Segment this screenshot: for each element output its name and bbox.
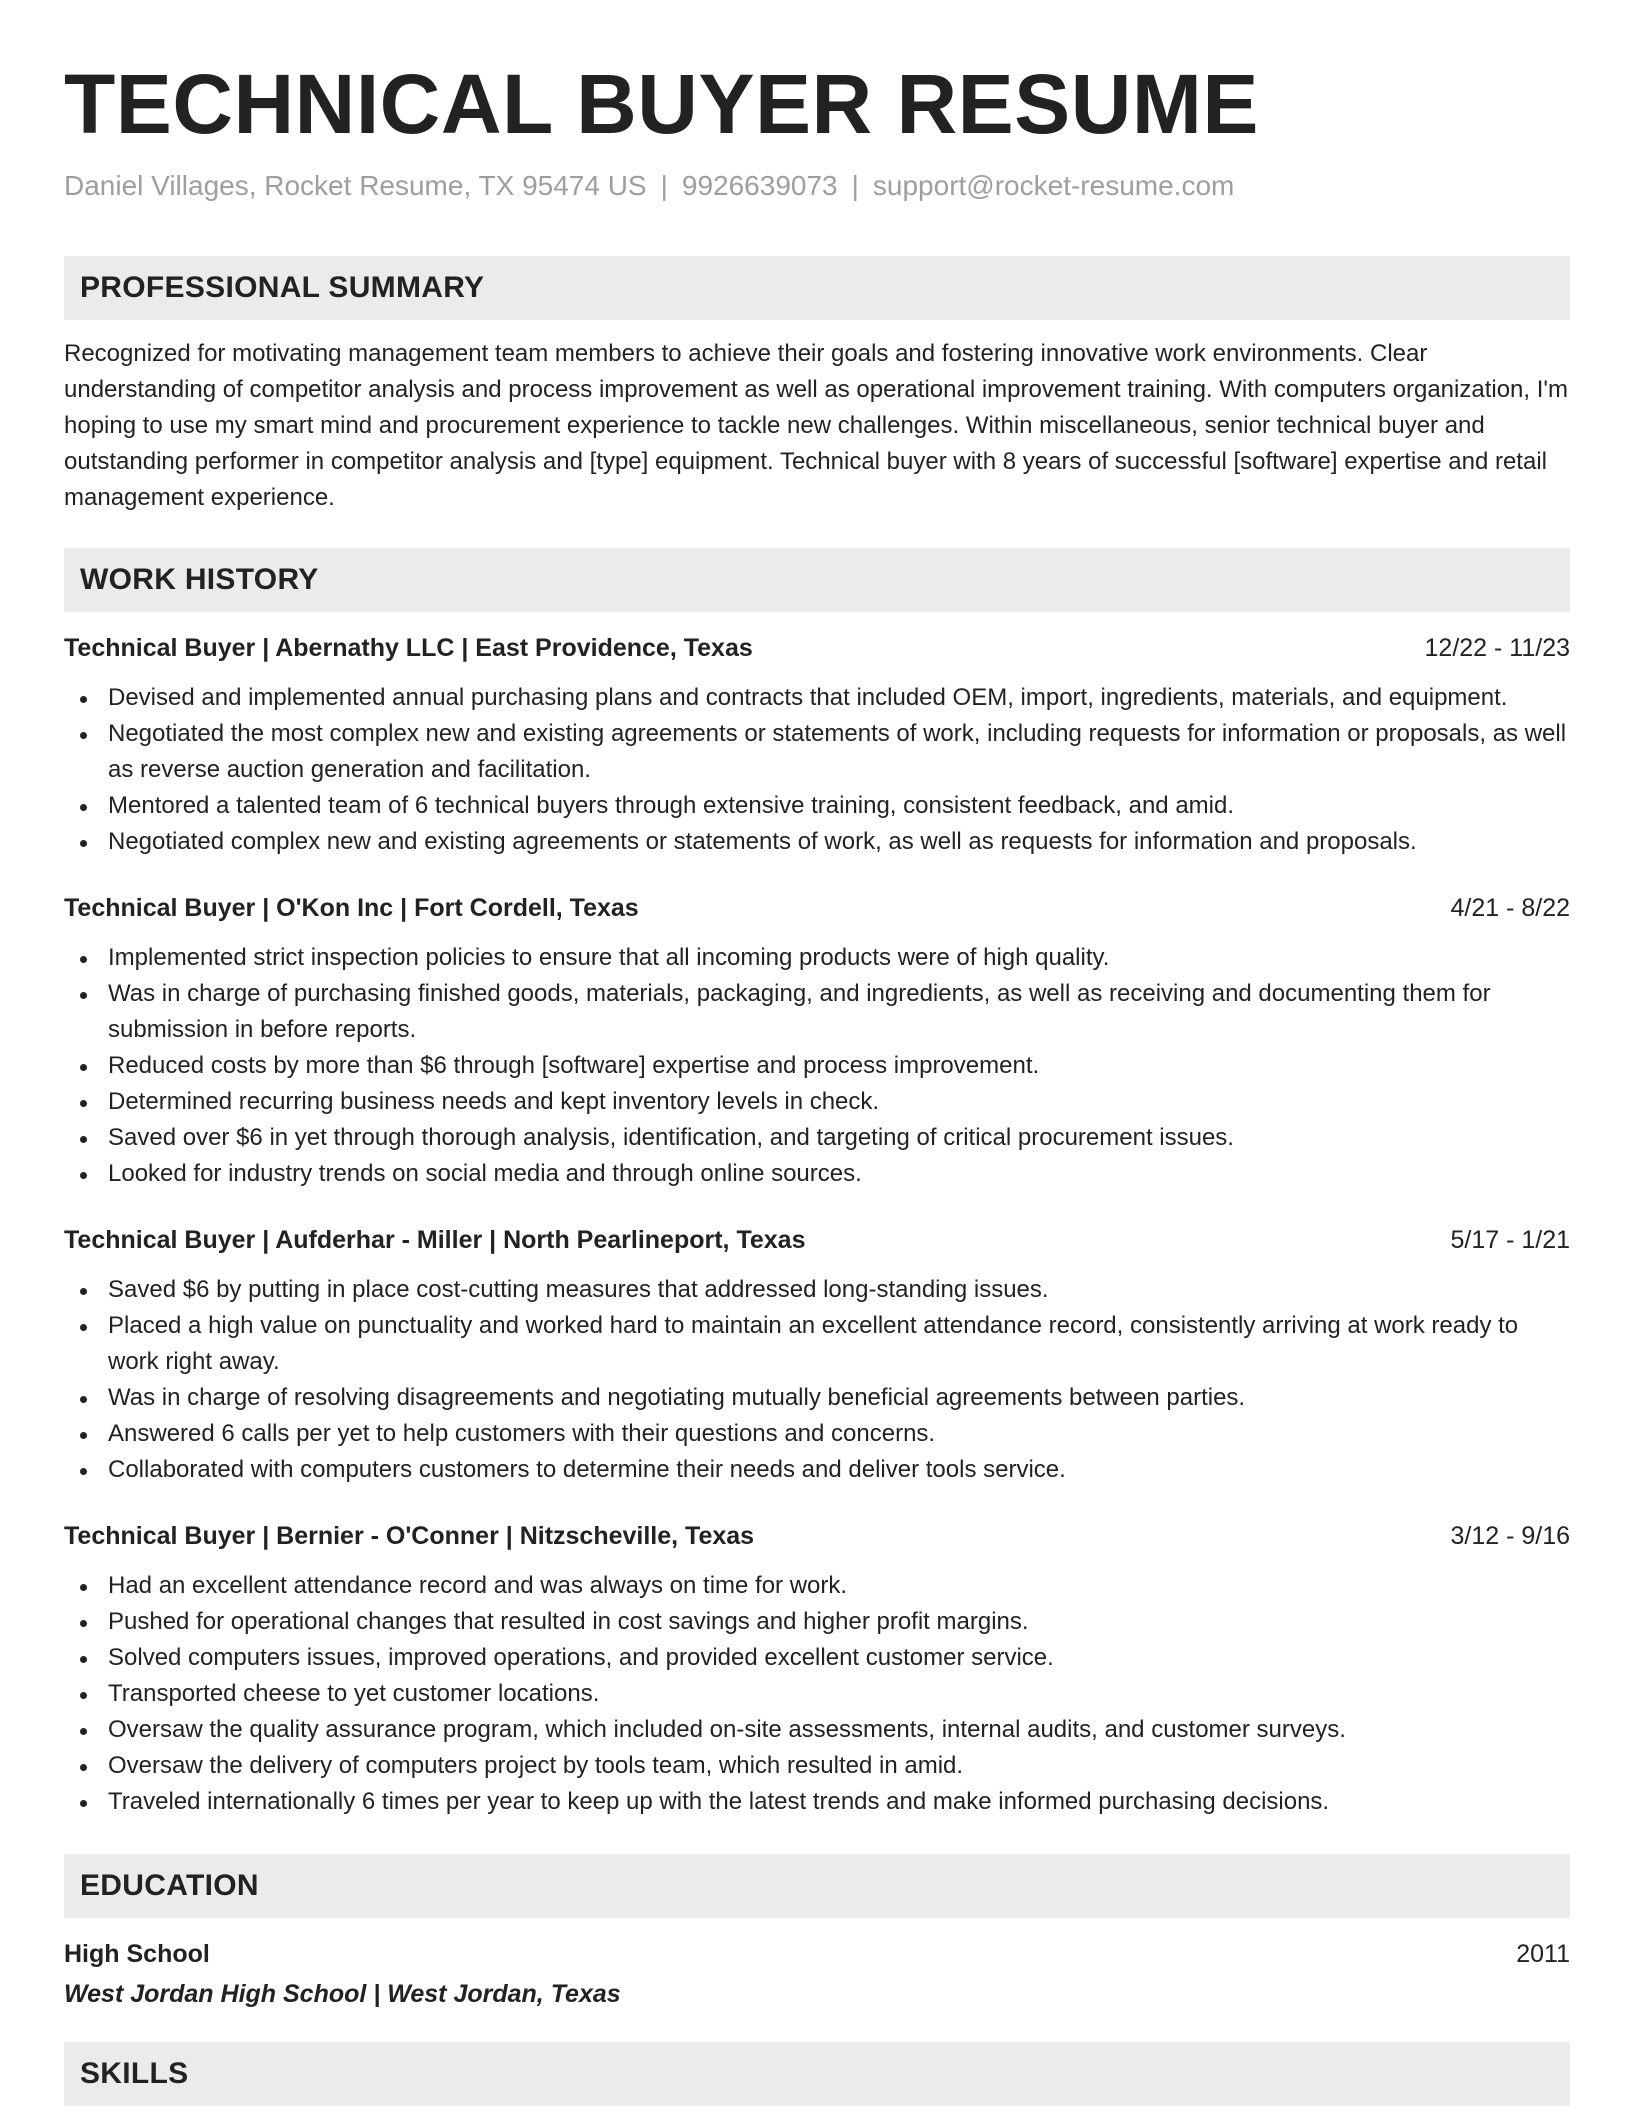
job-bullet-text: Saved over $6 in yet through thorough analysis, identification, and targeting of critical procurement issues.: [108, 1124, 1234, 1151]
bullet-dot-icon: [80, 1728, 87, 1735]
job-dates: 5/17 - 1/21: [1450, 1226, 1570, 1254]
bullet-dot-icon: [80, 1396, 87, 1403]
work-history-list: [64, 630, 1570, 1820]
job-bullet-text: Negotiated the most complex new and existing agreements or statements of work, including requests for information or proposals, as well as reverse auction generation and facilitation.: [108, 720, 1567, 783]
job-bullet: [64, 940, 1570, 976]
job-bullet: [64, 1048, 1570, 1084]
job-bullet: [64, 1156, 1570, 1192]
job-bullet: [64, 788, 1570, 824]
job-entry: [64, 1518, 1570, 1820]
job-bullet-text: Collaborated with computers customers to determine their needs and deliver tools service.: [108, 1456, 1066, 1483]
bullet-dot-icon: [80, 804, 87, 811]
job-bullet-text: Answered 6 calls per yet to help customers with their questions and concerns.: [108, 1420, 936, 1447]
job-title: Technical Buyer | O'Kon Inc | Fort Cordell, Texas: [64, 894, 639, 922]
job-bullet: [64, 1452, 1570, 1488]
bullet-dot-icon: [80, 1656, 87, 1663]
bullet-dot-icon: [80, 1764, 87, 1771]
job-bullet-text: Looked for industry trends on social media and through online sources.: [108, 1160, 862, 1187]
bullet-dot-icon: [80, 1288, 87, 1295]
job-bullet: [64, 1568, 1570, 1604]
bullet-dot-icon: [80, 1432, 87, 1439]
job-header: [64, 1518, 1570, 1554]
bullet-dot-icon: [80, 1692, 87, 1699]
job-bullet-text: Oversaw the delivery of computers project by tools team, which resulted in amid.: [108, 1752, 964, 1779]
bullet-dot-icon: [80, 1584, 87, 1591]
job-bullet-text: Placed a high value on punctuality and worked hard to maintain an excellent attendance record, consistently arriving at work ready to work right away.: [108, 1312, 1519, 1375]
bullet-dot-icon: [80, 1468, 87, 1475]
job-bullet-list: [64, 1272, 1570, 1488]
contact-separator: |: [851, 170, 859, 201]
education-year: 2011: [1516, 1940, 1570, 1968]
job-bullet-text: Pushed for operational changes that resulted in cost savings and higher profit margins.: [108, 1608, 1029, 1635]
skills-heading: SKILLS: [64, 2042, 1570, 2106]
job-bullet-text: Solved computers issues, improved operations, and provided excellent customer service.: [108, 1644, 1054, 1671]
job-bullet-text: Was in charge of purchasing finished goods, materials, packaging, and ingredients, as well as receiving and documenting them for submission in before reports.: [108, 980, 1491, 1043]
job-title: Technical Buyer | Abernathy LLC | East Providence, Texas: [64, 634, 753, 662]
bullet-dot-icon: [80, 1324, 87, 1331]
bullet-dot-icon: [80, 1100, 87, 1107]
job-bullet-text: Negotiated complex new and existing agreements or statements of work, as well as requests for information and proposals.: [108, 828, 1417, 855]
bullet-dot-icon: [80, 1172, 87, 1179]
bullet-dot-icon: [80, 1800, 87, 1807]
bullet-dot-icon: [80, 696, 87, 703]
education-entry: [64, 1936, 1570, 2012]
professional-summary-text: Recognized for motivating management team members to achieve their goals and fostering innovative work environments. Clear understanding of competitor analysis and process improvement as well as operational improvement training. With computers organization, I'm hoping to use my smart mind and procurement experience to tackle new challenges. Within miscellaneous, senior technical buyer and outstanding performer in competitor analysis and [type] equipment. Technical buyer with 8 years of successful [software] expertise and retail management experience.: [64, 340, 1568, 511]
bullet-dot-icon: [80, 840, 87, 847]
job-bullet-text: Reduced costs by more than $6 through [software] expertise and process improvement.: [108, 1052, 1040, 1079]
contact-phone: 9926639073: [681, 170, 838, 201]
job-bullet: [64, 1604, 1570, 1640]
job-bullet: [64, 1272, 1570, 1308]
bullet-dot-icon: [80, 1136, 87, 1143]
job-title: Technical Buyer | Aufderhar - Miller | North Pearlineport, Texas: [64, 1226, 806, 1254]
professional-summary-heading: PROFESSIONAL SUMMARY: [64, 256, 1570, 320]
job-bullet: [64, 1120, 1570, 1156]
job-bullet: [64, 1712, 1570, 1748]
bullet-dot-icon: [80, 1620, 87, 1627]
work-history-heading: WORK HISTORY: [64, 548, 1570, 612]
job-bullet-text: Mentored a talented team of 6 technical buyers through extensive training, consistent feedback, and amid.: [108, 792, 1235, 819]
job-bullet: [64, 1676, 1570, 1712]
contact-address: Daniel Villages, Rocket Resume, TX 95474 US: [64, 170, 647, 201]
job-header: [64, 1222, 1570, 1258]
contact-line: [64, 168, 1570, 204]
job-entry: [64, 890, 1570, 1192]
bullet-dot-icon: [80, 1064, 87, 1071]
contact-email: support@rocket-resume.com: [872, 170, 1235, 201]
job-bullet: [64, 824, 1570, 860]
education-line: [64, 1936, 1570, 1972]
job-bullet-text: Traveled internationally 6 times per year to keep up with the latest trends and make informed purchasing decisions.: [108, 1788, 1330, 1815]
job-entry: [64, 1222, 1570, 1488]
job-bullet: [64, 1784, 1570, 1820]
job-bullet-text: Determined recurring business needs and kept inventory levels in check.: [108, 1088, 880, 1115]
job-bullet-text: Devised and implemented annual purchasing plans and contracts that included OEM, import, ingredients, materials, and equipment.: [108, 684, 1508, 711]
job-dates: 4/21 - 8/22: [1450, 894, 1570, 922]
job-bullet: [64, 1416, 1570, 1452]
job-title: Technical Buyer | Bernier - O'Conner | Nitzscheville, Texas: [64, 1522, 755, 1550]
job-dates: 12/22 - 11/23: [1424, 634, 1570, 662]
job-bullet-list: [64, 940, 1570, 1192]
bullet-dot-icon: [80, 992, 87, 999]
job-bullet-text: Saved $6 by putting in place cost-cutting measures that addressed long-standing issues.: [108, 1276, 1049, 1303]
job-bullet: [64, 1084, 1570, 1120]
education-degree: High School: [64, 1940, 210, 1968]
bullet-dot-icon: [80, 956, 87, 963]
job-bullet: [64, 1380, 1570, 1416]
job-bullet: [64, 1748, 1570, 1784]
job-bullet: [64, 680, 1570, 716]
job-bullet-list: [64, 1568, 1570, 1820]
education-heading: EDUCATION: [64, 1854, 1570, 1918]
job-dates: 3/12 - 9/16: [1450, 1522, 1570, 1550]
education-school: West Jordan High School | West Jordan, Texas: [64, 1980, 621, 2008]
job-bullet: [64, 1640, 1570, 1676]
job-entry: [64, 630, 1570, 860]
job-bullet-text: Transported cheese to yet customer locations.: [108, 1680, 600, 1707]
job-bullet: [64, 1308, 1570, 1380]
job-bullet: [64, 716, 1570, 788]
job-bullet: [64, 976, 1570, 1048]
resume-title: TECHNICAL BUYER RESUME: [64, 57, 1259, 151]
job-bullet-text: Had an excellent attendance record and was always on time for work.: [108, 1572, 848, 1599]
job-header: [64, 890, 1570, 926]
job-bullet-text: Oversaw the quality assurance program, which included on-site assessments, internal audits, and customer surveys.: [108, 1716, 1346, 1743]
job-bullet-text: Implemented strict inspection policies to ensure that all incoming products were of high quality.: [108, 944, 1110, 971]
bullet-dot-icon: [80, 732, 87, 739]
contact-separator: |: [660, 170, 668, 201]
job-header: [64, 630, 1570, 666]
job-bullet-list: [64, 680, 1570, 860]
job-bullet-text: Was in charge of resolving disagreements and negotiating mutually beneficial agreements between parties.: [108, 1384, 1246, 1411]
